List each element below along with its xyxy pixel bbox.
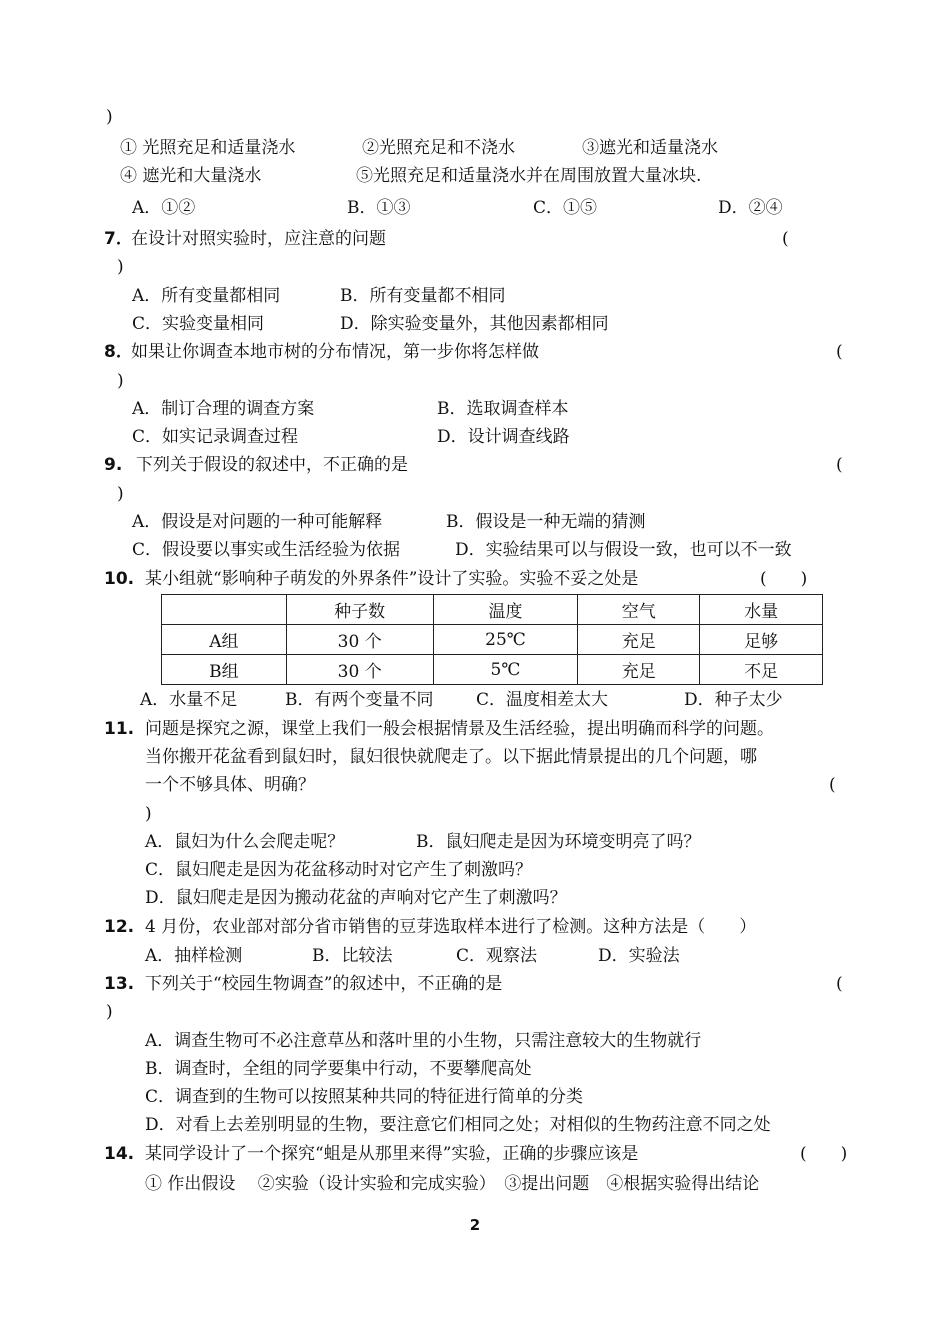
q9-paren-close: ) [117, 484, 124, 504]
q11-stem-line3: 一个不够具体、明确？ [145, 775, 315, 795]
q11-paren-close: ) [145, 804, 152, 824]
q8-stem: 如果让你调查本地市树的分布情况，第一步你将怎样做 [131, 342, 539, 362]
q8-paren-open: ( [836, 342, 843, 362]
q10-choice-b: B．有两个变量不同 [285, 690, 434, 710]
q11-stem-line2: 当你搬开花盆看到鼠妇时，鼠妇很快就爬走了。以下据此情景提出的几个问题，哪 [145, 747, 757, 767]
q12-choice-c: C．观察法 [456, 946, 538, 966]
table-cell: A组 [162, 625, 287, 655]
q7-paren-close: ) [117, 257, 124, 277]
q9-stem: 下列关于假设的叙述中，不正确的是 [136, 455, 408, 475]
table-cell: 不足 [700, 655, 823, 685]
q13-choice-d: D．对看上去差别明显的生物，要注意它们相同之处；对相似的生物药注意不同之处 [145, 1115, 771, 1135]
q9-choice-d: D．实验结果可以与假设一致，也可以不一致 [455, 540, 792, 560]
table-header-row [162, 595, 823, 625]
table-cell: 充足 [578, 655, 700, 685]
q11-choice-d: D．鼠妇爬走是因为搬动花盆的声响对它产生了刺激吗？ [145, 888, 567, 908]
q13-choice-c: C．调查到的生物可以按照某种共同的特征进行简单的分类 [145, 1087, 584, 1107]
q6-choice-a: A．①② [132, 198, 196, 218]
q10-experiment-table [161, 594, 823, 685]
q13-stem: 下列关于“校园生物调查”的叙述中，不正确的是 [145, 974, 503, 994]
q7-choice-d: D．除实验变量外，其他因素都相同 [340, 314, 609, 334]
q11-number: 11. [104, 719, 135, 739]
q10-choice-c: C．温度相差太大 [476, 690, 609, 710]
q12-number: 12. [104, 917, 135, 937]
q13-number: 13. [104, 974, 135, 994]
q6-option-3: ③遮光和适量浇水 [582, 138, 718, 158]
table-header-cell: 水量 [700, 595, 823, 625]
q8-paren-close: ) [117, 371, 124, 391]
table-header-cell: 种子数 [286, 595, 433, 625]
q9-paren-open: ( [836, 455, 843, 475]
q8-choice-c: C．如实记录调查过程 [132, 427, 299, 447]
q6-option-1: ① 光照充足和适量浇水 [120, 138, 296, 158]
q8-choice-d: D．设计调查线路 [437, 427, 570, 447]
q9-number: 9. [104, 455, 123, 475]
table-header-cell: 温度 [433, 595, 578, 625]
table-cell: 足够 [700, 625, 823, 655]
q6-choice-c: C．①⑤ [533, 198, 598, 218]
q10-choice-d: D．种子太少 [684, 690, 783, 710]
q7-choice-a: A．所有变量都相同 [132, 286, 281, 306]
q9-choice-c: C．假设要以事实或生活经验为依据 [132, 540, 401, 560]
table-header-cell: 空气 [578, 595, 700, 625]
q11-choice-b: B．鼠妇爬走是因为环境变明亮了吗？ [416, 832, 701, 852]
q7-choice-c: C．实验变量相同 [132, 314, 265, 334]
q8-choice-a: A．制订合理的调查方案 [132, 399, 315, 419]
q7-number: 7． [104, 229, 133, 249]
q11-choice-c: C．鼠妇爬走是因为花盆移动时对它产生了刺激吗？ [145, 860, 533, 880]
table-cell: 30 个 [286, 625, 433, 655]
q8-number: 8． [104, 342, 133, 362]
table-cell: 5℃ [433, 655, 578, 685]
q14-steps: ① 作出假设 ②实验（设计实验和完成实验） ③提出问题 ④根据实验得出结论 [145, 1174, 760, 1194]
q6-choice-b: B．①③ [347, 198, 411, 218]
q13-paren-open: ( [836, 974, 843, 994]
q10-choice-a: A．水量不足 [140, 690, 238, 710]
q14-stem: 某同学设计了一个探究“蛆是从那里来得”实验，正确的步骤应该是 [145, 1144, 639, 1164]
q7-paren-open: ( [782, 229, 789, 249]
q10-number: 10. [104, 569, 135, 589]
q9-choice-b: B．假设是一种无端的猜测 [446, 512, 646, 532]
table-cell: B组 [162, 655, 287, 685]
table-row [162, 625, 823, 655]
table-header-cell [162, 595, 287, 625]
q13-choice-b: B．调查时，全组的同学要集中行动，不要攀爬高处 [145, 1059, 532, 1079]
table-cell: 30 个 [286, 655, 433, 685]
q13-paren-close: ) [106, 1002, 113, 1022]
q13-choice-a: A．调查生物可不必注意草丛和落叶里的小生物，只需注意较大的生物就行 [145, 1031, 702, 1051]
q6-option-4: ④ 遮光和大量浇水 [120, 166, 262, 186]
q10-stem: 某小组就“影响种子萌发的外界条件”设计了实验。实验不妥之处是 [145, 569, 639, 589]
q7-choice-b: B．所有变量都不相同 [340, 286, 506, 306]
q9-choice-a: A．假设是对问题的一种可能解释 [132, 512, 383, 532]
table-cell: 25℃ [433, 625, 578, 655]
q11-choice-a: A．鼠妇为什么会爬走呢？ [145, 832, 345, 852]
table-row [162, 655, 823, 685]
q6-paren-close: ) [106, 107, 113, 127]
q6-choice-d: D．②④ [718, 198, 783, 218]
q14-number: 14. [104, 1144, 135, 1164]
q12-choice-b: B．比较法 [312, 946, 393, 966]
q8-choice-b: B．选取调查样本 [437, 399, 569, 419]
q7-stem: 在设计对照实验时，应注意的问题 [131, 229, 386, 249]
page-number: 2 [469, 1216, 481, 1234]
q10-paren: ( ) [760, 569, 808, 589]
q12-choice-a: A．抽样检测 [145, 946, 243, 966]
q11-stem-line1: 问题是探究之源，课堂上我们一般会根据情景及生活经验，提出明确而科学的问题。 [145, 719, 774, 739]
q6-option-5: ⑤光照充足和适量浇水并在周围放置大量冰块. [356, 166, 702, 186]
q11-paren-open: ( [829, 775, 836, 795]
q12-choice-d: D．实验法 [598, 946, 680, 966]
q12-stem: 4 月份，农业部对部分省市销售的豆芽选取样本进行了检测。这种方法是（ ） [145, 917, 757, 937]
table-cell: 充足 [578, 625, 700, 655]
q14-paren: ( ) [800, 1144, 848, 1164]
q6-option-2: ②光照充足和不浇水 [362, 138, 515, 158]
